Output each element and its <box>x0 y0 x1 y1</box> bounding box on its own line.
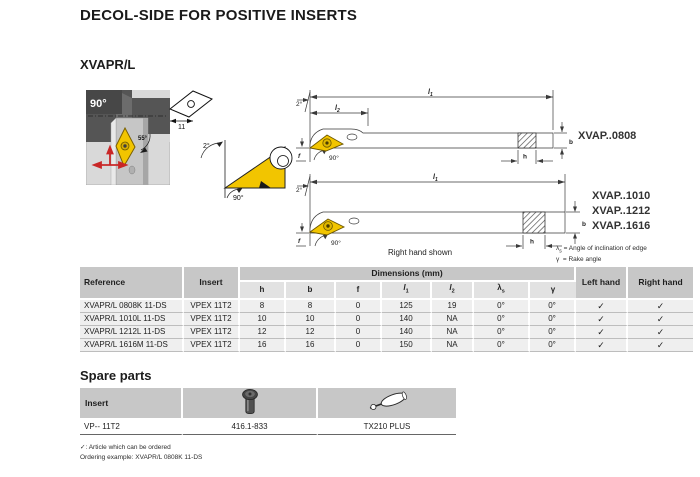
cell-reference: XVAPR/L 1212L 11-DS <box>80 326 184 339</box>
cell-b: 8 <box>286 298 336 313</box>
col-header-l2: $l_2$ <box>432 280 474 298</box>
col-header-right-hand: Right hand <box>628 267 693 298</box>
model-label-1010: XVAP..1010 <box>592 190 651 202</box>
cell-lambda: 0° <box>474 313 530 326</box>
cell-l2: NA <box>432 339 474 352</box>
cell-f: 0 <box>336 326 382 339</box>
insert-sideview-drawing <box>197 136 293 206</box>
col-header-lambda: $\lambda_s$ <box>474 280 530 298</box>
drawing-xvap-0808 <box>293 84 578 172</box>
dim-b-label: b <box>582 221 586 228</box>
angle-2-label: 2° <box>296 101 303 108</box>
spare-col-screw <box>183 388 318 420</box>
cell-right-hand-check: ✓ <box>628 326 693 339</box>
col-header-gamma: γ <box>530 280 576 298</box>
angle-badge-label: 90° <box>90 98 107 110</box>
cell-h: 8 <box>240 298 286 313</box>
dim-l2-label: $l_2$ <box>335 105 340 114</box>
cell-gamma: 0° <box>530 339 576 352</box>
model-label-1212: XVAP..1212 <box>592 205 651 217</box>
cell-h: 16 <box>240 339 286 352</box>
cell-left-hand-check: ✓ <box>576 339 628 352</box>
cell-reference: XVAPR/L 1616M 11-DS <box>80 339 184 352</box>
angle-2-label: 2° <box>296 187 303 194</box>
cell-f: 0 <box>336 339 382 352</box>
spare-parts-row <box>80 420 456 435</box>
cell-l2: NA <box>432 313 474 326</box>
cell-lambda: 0° <box>474 298 530 313</box>
dim-l1-label: $l_1$ <box>433 174 438 183</box>
legend-lambda: $\lambda_s$ = Angle of inclination of edge <box>556 245 647 255</box>
cell-gamma: 0° <box>530 298 576 313</box>
cell-l2: NA <box>432 326 474 339</box>
table-row <box>80 326 693 339</box>
cell-b: 12 <box>286 326 336 339</box>
cell-right-hand-check: ✓ <box>628 339 693 352</box>
model-label-0808: XVAP..0808 <box>578 130 637 142</box>
spare-col-key <box>318 388 456 420</box>
cell-l1: 150 <box>382 339 432 352</box>
dim-h-label: h <box>530 238 534 246</box>
cell-f: 0 <box>336 298 382 313</box>
cell-h: 10 <box>240 313 286 326</box>
col-header-b: b <box>286 280 336 298</box>
cell-h: 12 <box>240 326 286 339</box>
spare-cell-insert: VP-- 11T2 <box>80 420 183 435</box>
dim-f-label: f <box>298 238 301 245</box>
cell-left-hand-check: ✓ <box>576 313 628 326</box>
page-title: DECOL-SIDE FOR POSITIVE INSERTS <box>80 7 358 24</box>
model-label-1616: XVAP..1616 <box>592 220 651 232</box>
cell-b: 10 <box>286 313 336 326</box>
dimensions-table <box>80 267 693 352</box>
angle-90-label: 90° <box>331 240 341 247</box>
col-header-l1: $l_1$ <box>382 280 432 298</box>
dim-h-label: h <box>523 153 527 161</box>
spare-col-insert: Insert <box>80 388 183 420</box>
col-header-insert: Insert <box>184 267 240 298</box>
cell-l1: 125 <box>382 298 432 313</box>
torx-driver-icon <box>364 389 410 415</box>
spare-parts-title: Spare parts <box>80 368 152 383</box>
col-header-reference: Reference <box>80 267 184 298</box>
cell-l2: 19 <box>432 298 474 313</box>
ordering-note: ✓: Article which can be ordered <box>80 444 171 451</box>
clearance-angle-label: 2° <box>203 143 210 150</box>
cell-lambda: 0° <box>474 326 530 339</box>
dim-l1-label: $l_1$ <box>428 89 433 98</box>
col-header-dimensions: Dimensions (mm) <box>240 267 576 280</box>
col-header-f: f <box>336 280 382 298</box>
footnotes <box>80 443 202 462</box>
cell-left-hand-check: ✓ <box>576 298 628 313</box>
spare-cell-key: TX210 PLUS <box>318 420 456 435</box>
angle-legend <box>556 245 647 264</box>
dim-b-label: b <box>569 139 573 146</box>
cell-left-hand-check: ✓ <box>576 326 628 339</box>
cell-l1: 140 <box>382 326 432 339</box>
cell-insert: VPEX 11T2 <box>184 313 240 326</box>
cell-insert: VPEX 11T2 <box>184 339 240 352</box>
approach-angle-label: 90° <box>233 195 244 202</box>
col-header-h: h <box>240 280 286 298</box>
cell-b: 16 <box>286 339 336 352</box>
cell-right-hand-check: ✓ <box>628 313 693 326</box>
drawing-xvap-1010-1616 <box>293 166 593 258</box>
angle-90-label: 90° <box>329 155 339 162</box>
cell-reference: XVAPR/L 0808K 11-DS <box>80 298 184 313</box>
cell-reference: XVAPR/L 1010L 11-DS <box>80 313 184 326</box>
cell-lambda: 0° <box>474 339 530 352</box>
cell-right-hand-check: ✓ <box>628 298 693 313</box>
dim-f-label: f <box>298 153 301 160</box>
cell-gamma: 0° <box>530 326 576 339</box>
legend-gamma: γ = Rake angle <box>556 255 602 263</box>
cell-insert: VPEX 11T2 <box>184 326 240 339</box>
cell-f: 0 <box>336 313 382 326</box>
table-row <box>80 313 693 326</box>
cell-insert: VPEX 11T2 <box>184 298 240 313</box>
spare-parts-table <box>80 388 456 435</box>
cell-l1: 140 <box>382 313 432 326</box>
insert-size-label: 11 <box>178 124 186 130</box>
spare-cell-screw: 416.1-833 <box>183 420 318 435</box>
ordering-example: Ordering example: XVAPR/L 0808K 11-DS <box>80 453 203 461</box>
col-header-left-hand: Left hand <box>576 267 628 298</box>
table-row <box>80 298 693 313</box>
angle-55-label: 55° <box>138 136 148 142</box>
section-title: XVAPR/L <box>80 57 136 72</box>
cell-gamma: 0° <box>530 313 576 326</box>
hand-shown-caption: Right hand shown <box>388 248 453 257</box>
table-row <box>80 339 693 352</box>
tool-photo-panel <box>86 90 170 185</box>
insert-topview-icon <box>168 88 214 130</box>
screw-icon <box>238 388 262 416</box>
